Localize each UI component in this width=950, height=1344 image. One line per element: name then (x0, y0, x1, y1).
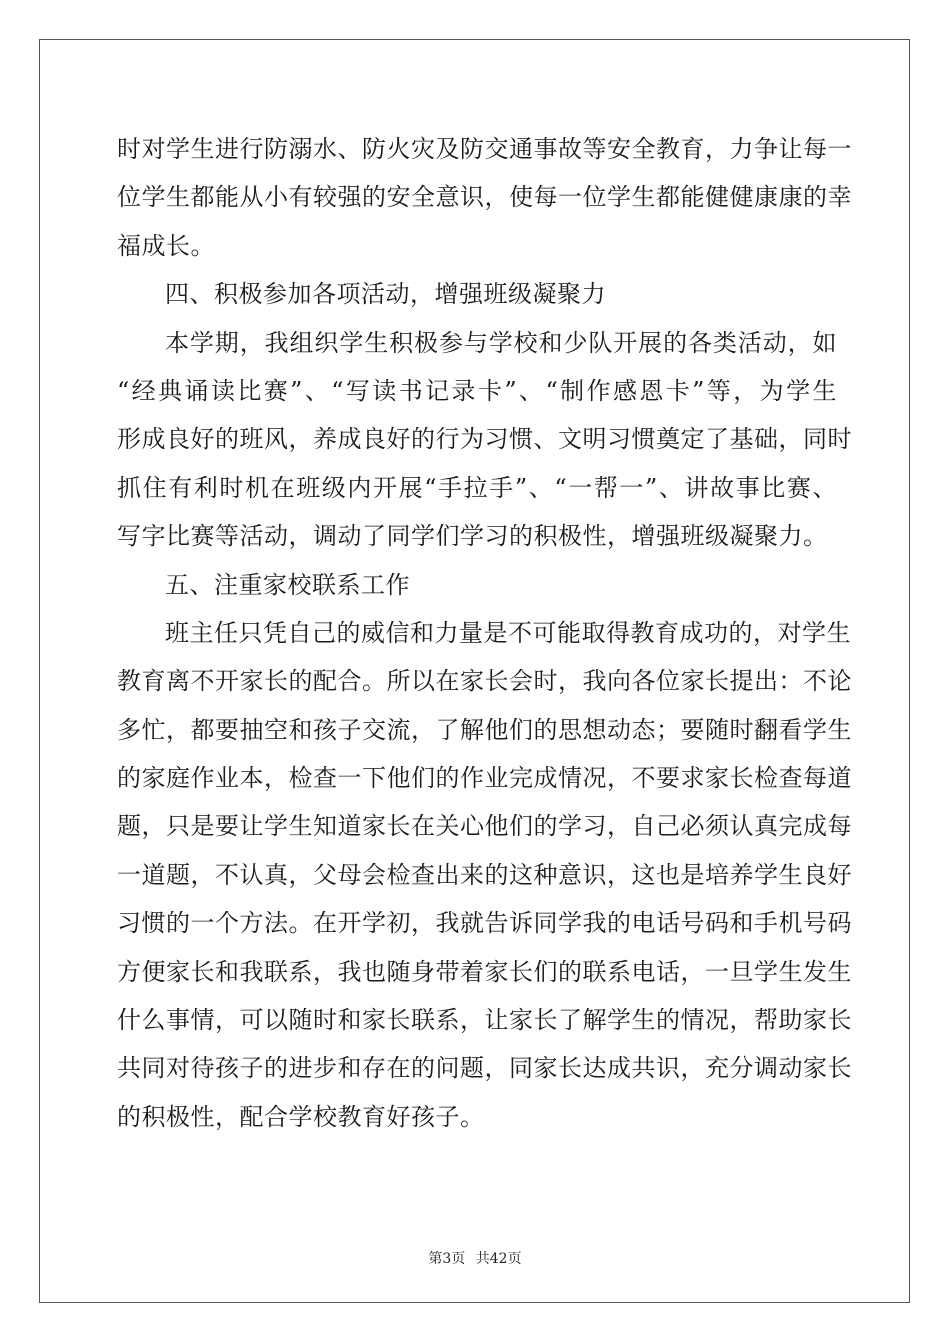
text-line: 四、积极参加各项活动，增强班级凝聚力 (165, 280, 606, 309)
text-line: 五、注重家校联系工作 (165, 570, 410, 599)
total-pages: 共42页 (475, 1251, 522, 1267)
text-line: 什么事情，可以随时和家长联系，让家长了解学生的情况，帮助家长 (117, 1006, 852, 1035)
text-line: 教育离不开家长的配合。所以在家长会时，我向各位家长提出：不论 (117, 667, 852, 696)
text-line: 福成长。 (117, 231, 215, 260)
text-line: 班主任只凭自己的威信和力量是不可能取得教育成功的，对学生 (165, 618, 851, 647)
text-line: 的积极性，配合学校教育好孩子。 (117, 1102, 485, 1131)
text-line: 时对学生进行防溺水、防火灾及防交通事故等安全教育，力争让每一 (117, 135, 852, 163)
page-number: 第3页 (428, 1251, 466, 1267)
text-line: 题，只是要让学生知道家长在关心他们的学习，自己必须认真完成每 (117, 812, 852, 841)
text-line: 一道题，不认真，父母会检查出来的这种意识，这也是培养学生良好 (117, 860, 852, 889)
text-line: 共同对待孩子的进步和存在的问题，同家长达成共识，充分调动家长 (117, 1054, 852, 1083)
text-line: 抓住有利时机在班级内开展“手拉手”、“一帮一”、讲故事比赛、 (117, 473, 837, 502)
text-line: 写字比赛等活动，调动了同学们学习的积极性，增强班级凝聚力。 (117, 522, 828, 551)
text-line: 本学期，我组织学生积极参与学校和少队开展的各类活动，如 (165, 328, 837, 357)
text-line: 形成良好的班风，养成良好的行为习惯、文明习惯奠定了基础，同时 (117, 425, 852, 454)
text-line: 多忙，都要抽空和孩子交流，了解他们的思想动态；要随时翻看学生 (117, 715, 852, 744)
document-body (117, 125, 852, 1141)
text-line: 的家庭作业本，检查一下他们的作业完成情况，不要求家长检查每道 (117, 764, 852, 793)
text-line: 方便家长和我联系，我也随身带着家长们的联系电话，一旦学生发生 (117, 957, 852, 986)
text-line: “经典诵读比赛”、“写读书记录卡”、“制作感恩卡”等，为学生 (117, 376, 837, 405)
page-footer (0, 1248, 950, 1268)
text-line: 位学生都能从小有较强的安全意识，使每一位学生都能健健康康的幸 (117, 183, 852, 212)
text-line: 习惯的一个方法。在开学初，我就告诉同学我的电话号码和手机号码 (117, 909, 852, 938)
